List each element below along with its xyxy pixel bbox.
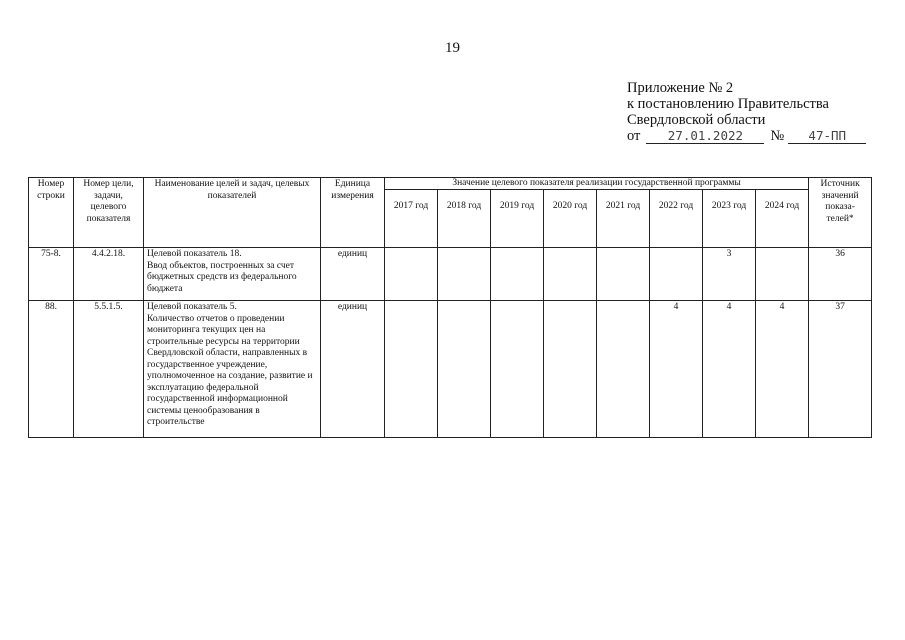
appendix-line-1: Приложение № 2 — [627, 80, 734, 96]
header-row — [29, 178, 872, 190]
goal-number-cell: 5.5.1.5. — [74, 301, 144, 438]
header-year: 2020 год — [544, 190, 597, 248]
appendix-block — [627, 80, 866, 144]
page-number: 19 — [445, 40, 460, 56]
header-year: 2023 год — [703, 190, 756, 248]
header-name: Наименование целей и задач, целевых показателей — [144, 178, 321, 248]
indicator-description: Количество отчетов о проведении мониторинга текущих цен на строительные ресурсы на территории Свердловской области, направленных в государственное учреждение, уполномоченное на создание, развитие и эксплуатацию федеральной государственной информационной системы ценообразования в строительстве — [147, 313, 313, 427]
header-year: 2019 год — [491, 190, 544, 248]
indicators-table — [28, 177, 872, 438]
value-cell — [597, 248, 650, 301]
goal-number-cell: 4.4.2.18. — [74, 248, 144, 301]
header-year: 2017 год — [385, 190, 438, 248]
table-row — [29, 301, 872, 438]
number-label: № — [770, 128, 785, 144]
unit-cell: единиц — [321, 301, 385, 438]
appendix-line-3: Свердловской области — [627, 112, 766, 128]
value-cell: 4 — [703, 301, 756, 438]
value-cell — [544, 248, 597, 301]
header-year: 2022 год — [650, 190, 703, 248]
header-year: 2024 год — [756, 190, 809, 248]
appendix-line-2: к постановлению Правительства — [627, 96, 829, 112]
row-number-cell: 88. — [29, 301, 74, 438]
header-goal-number: Номер цели, задачи, целевого показателя — [74, 178, 144, 248]
header-year: 2018 год — [438, 190, 491, 248]
value-cell — [491, 248, 544, 301]
indicator-name-cell — [144, 248, 321, 301]
header-source: Источник значений показа-телей* — [809, 178, 872, 248]
indicator-title: Целевой показатель 18. — [147, 249, 242, 259]
indicator-title: Целевой показатель 5. — [147, 302, 237, 312]
value-cell — [544, 301, 597, 438]
header-unit: Единица измерения — [321, 178, 385, 248]
header-value-group: Значение целевого показателя реализации государственной программы — [385, 178, 809, 190]
appendix-line-4 — [627, 128, 866, 144]
value-cell — [385, 301, 438, 438]
value-cell — [438, 301, 491, 438]
row-number-cell: 75-8. — [29, 248, 74, 301]
value-cell — [756, 248, 809, 301]
value-cell: 3 — [703, 248, 756, 301]
value-cell: 4 — [756, 301, 809, 438]
header-year: 2021 год — [597, 190, 650, 248]
decree-number: 47-ПП — [788, 129, 866, 144]
value-cell: 4 — [650, 301, 703, 438]
source-cell: 36 — [809, 248, 872, 301]
header-row-number: Номер строки — [29, 178, 74, 248]
value-cell — [491, 301, 544, 438]
source-cell: 37 — [809, 301, 872, 438]
indicator-description: Ввод объектов, построенных за счет бюджетных средств из федерального бюджета — [147, 260, 297, 294]
indicator-name-cell — [144, 301, 321, 438]
from-label: от — [627, 128, 641, 144]
unit-cell: единиц — [321, 248, 385, 301]
decree-date: 27.01.2022 — [646, 129, 764, 144]
table-row — [29, 248, 872, 301]
value-cell — [438, 248, 491, 301]
value-cell — [650, 248, 703, 301]
value-cell — [385, 248, 438, 301]
value-cell — [597, 301, 650, 438]
